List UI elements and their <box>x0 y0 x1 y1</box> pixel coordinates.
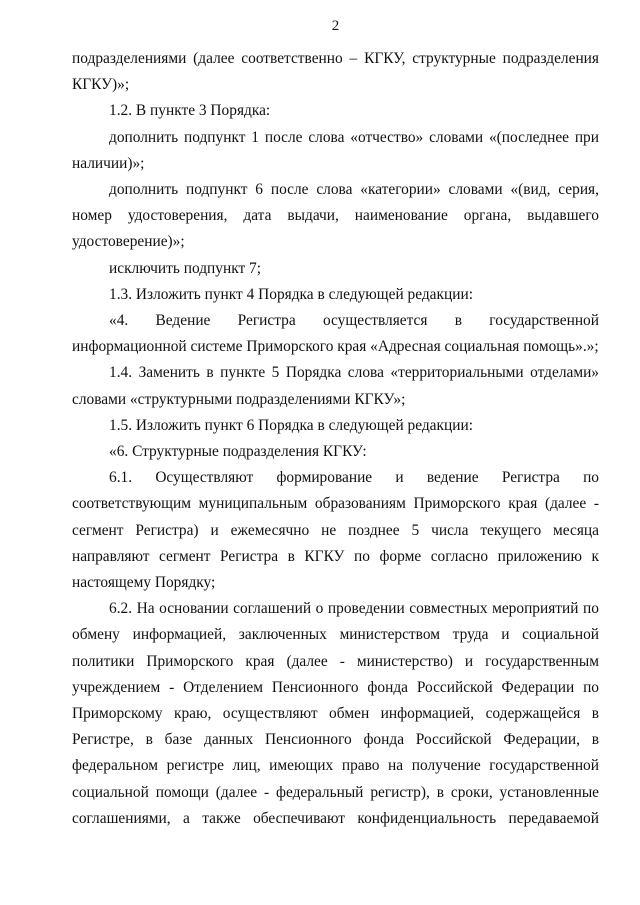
page-number: 2 <box>331 18 340 34</box>
paragraph: дополнить подпункт 1 после слова «отчество» словами «(последнее при наличии)»; <box>72 128 599 172</box>
paragraph: 6.1. Осуществляют формирование и ведение Регистра по соответствующим муниципальным образованиям Приморского края (далее - сегмент Регистра) и ежемесячно не позднее 5 числа текущего месяца направляют сегмент Регистра в КГКУ по форме согласно приложению к настоящему Порядку; <box>72 469 599 592</box>
paragraph: подразделениями (далее соответственно – КГКУ, структурные подразделения КГКУ)»; <box>72 50 599 94</box>
paragraph: «4. Ведение Регистра осуществляется в государственной информационной системе Приморского края «Адресная социальная помощь».»; <box>72 312 599 356</box>
paragraph: дополнить подпункт 6 после слова «категории» словами «(вид, серия, номер удостоверения, дата выдачи, наименование органа, выдавшего удостоверение)»; <box>72 181 599 251</box>
document-body <box>72 46 599 832</box>
document-page <box>72 0 599 905</box>
paragraph: 6.2. На основании соглашений о проведении совместных мероприятий по обмену информацией, заключенных министерством труда и социальной политики Приморского края (далее - министерство) и государственным учреждением - Отделением Пенсионного фонда Российской Федерации по Приморскому краю, осуществляют обмен информацией, содержащейся в Регистре, в базе данных Пенсионного фонда Российской Федерации, в федеральном регистре лиц, имеющих право на получение государственной социальной помощи (далее - федеральный регистр), в сроки, установленные соглашениями, а также обеспечивают конфиденциальность передаваемой <box>72 600 599 827</box>
paragraph: 1.2. В пункте 3 Порядка: <box>109 102 271 120</box>
paragraph: 1.5. Изложить пункт 6 Порядка в следующей редакции: <box>109 416 473 434</box>
paragraph: 1.3. Изложить пункт 4 Порядка в следующей редакции: <box>109 285 473 303</box>
paragraph: 1.4. Заменить в пункте 5 Порядка слова «территориальными отделами» словами «структурными подразделениями КГКУ»; <box>72 364 599 408</box>
paragraph: исключить подпункт 7; <box>109 259 262 277</box>
paragraph: «6. Структурные подразделения КГКУ: <box>109 443 367 461</box>
